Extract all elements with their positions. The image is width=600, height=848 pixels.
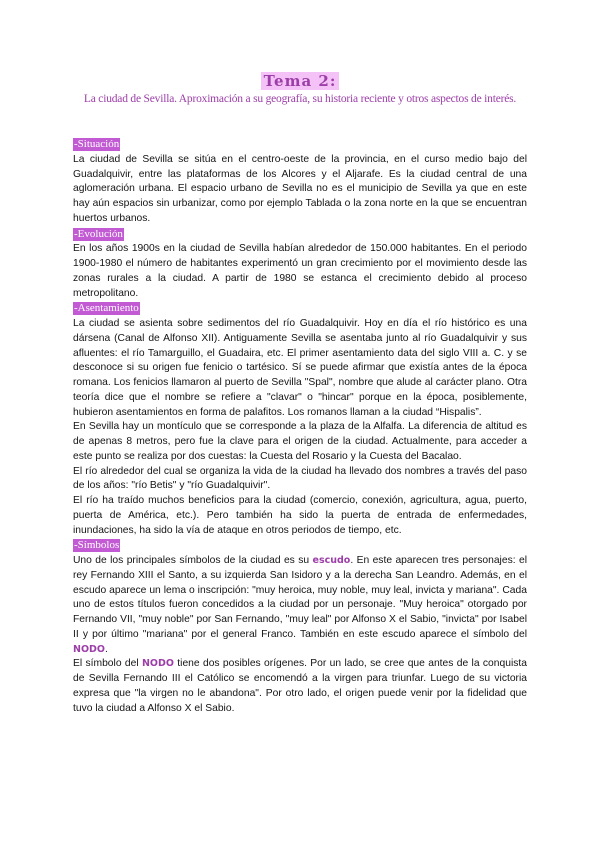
paragraph-asentamiento-4: El río ha traído muchos beneficios para la ciudad (comercio, conexión, agricultura, agua, puerto, puerta de América, etc.). Pero también ha sido la puerta de entrada de enfermedades, inundaciones, ha sido la vía de ataque en otros periodos de tiempo, etc. <box>73 495 527 536</box>
paragraph-asentamiento-1: La ciudad se asienta sobre sedimentos del río Guadalquivir. Hoy en día el río histórico es una dársena (Canal de Alfonso XII). Antiguamente Sevilla se asentaba junto al río Guadalquivir y sus afluentes: el río Tamarguillo, el Guadaira, etc. El primer asentamiento data del siglo VIII a. C. y se desconoce si su origen fue fenicio o tartésico. Sí se puede afirmar que existía antes de la época romana. Los fenicios llamaron al puerto de Sevilla "Spal", nombre que alude al carácter plano. Otra teoría dice que el nombre se refiere a "clavar" o "hincar" porque en la época, posiblemente, hubieron asentamientos en forma de palafitos. Los romanos llaman a la ciudad “Hispalis”. <box>73 318 527 418</box>
paragraph-asentamiento-3: El río alrededor del cual se organiza la vida de la ciudad ha llevado dos nombres a través del paso de los años: "río Betis" y "río Guadalquivir". <box>73 465 527 492</box>
paragraph-asentamiento-2: En Sevilla hay un montículo que se corresponde a la plaza de la Alfalfa. La diferencia de altitud es de apenas 8 metros, pero fue la clave para el origen de la ciudad. Actualmente, para acceder a este punto se realiza por dos cuestas: la Cuesta del Rosario y la Cuesta del Bacalao. <box>73 421 527 462</box>
text-run: tiene dos posibles orígenes. Por un lado, se cree que antes de la conquista de Sevilla Fernando III el Católico se encomendó a la virgen para triunfar. Luego de su victoria expresa que "la virgen no le abandona". Por otro lado, el origen puede venir por la fidelidad que tuvo la ciudad a Alfonso X el Sabio. <box>73 658 527 714</box>
paragraph-situacion: La ciudad de Sevilla se sitúa en el centro-oeste de la provincia, en el curso medio bajo del Guadalquivir, entre las plataformas de los Alcores y el Aljarafe. Es la ciudad central de una aglomeración urbana. El espacio urbano de Sevilla no es el municipio de Sevilla ya que en este hay aún espacios sin urbanizar, como por ejemplo Tablada o la zona norte en la que se encuentran huertos urbanos. <box>73 153 527 224</box>
highlight-escudo: escudo <box>312 555 351 566</box>
text-run: El símbolo del <box>73 658 142 670</box>
section-heading-evolucion: -Evolución <box>74 227 123 240</box>
highlight-nodo: NODO <box>73 643 105 655</box>
section-heading-asentamiento: -Asentamiento <box>74 302 139 315</box>
paragraph-simbolos-1 <box>73 554 527 657</box>
title-text: Tema 2: <box>261 72 340 90</box>
section-heading-situacion: -Situación <box>74 138 120 150</box>
text-run: Uno de los principales símbolos de la ciudad es su <box>73 555 313 566</box>
text-run: . <box>105 643 108 655</box>
paragraph-evolucion: En los años 1900s en la ciudad de Sevilla habían alrededor de 150.000 habitantes. En el periodo 1900-1980 el número de habitantes experimentó un gran crecimiento por el movimiento desde las zonas rurales a la ciudad. A partir de 1980 se estanca el crecimiento debido al proceso metropolitano. <box>73 243 527 299</box>
document-title <box>0 72 600 90</box>
paragraph-simbolos-2 <box>73 657 527 716</box>
section-heading-simbolos: -Símbolos <box>74 539 120 552</box>
highlight-nodo: NODO <box>141 658 174 670</box>
text-run: . En este aparecen tres personajes: el rey Fernando XIII el Santo, a su izquierda San Isidoro y a la derecha San Leandro. Además, en el escudo aparece un lema o inscripción: "muy heroica, muy noble, muy leal, invicta y mariana". Cada uno de estos títulos fueron concedidos a la ciudad por un personaje. "Muy heroica" otorgado por Fernando VII, "muy noble" por San Fernando, "muy leal" por Alfonso X el Sabio, "invicta" por Isabel II y por último "mariana" por el general Franco. También en este escudo aparece el símbolo del <box>73 555 527 640</box>
document-subtitle: La ciudad de Sevilla. Aproximación a su geografía, su historia reciente y otros aspectos de interés. <box>83 93 517 105</box>
document-body <box>73 137 527 716</box>
